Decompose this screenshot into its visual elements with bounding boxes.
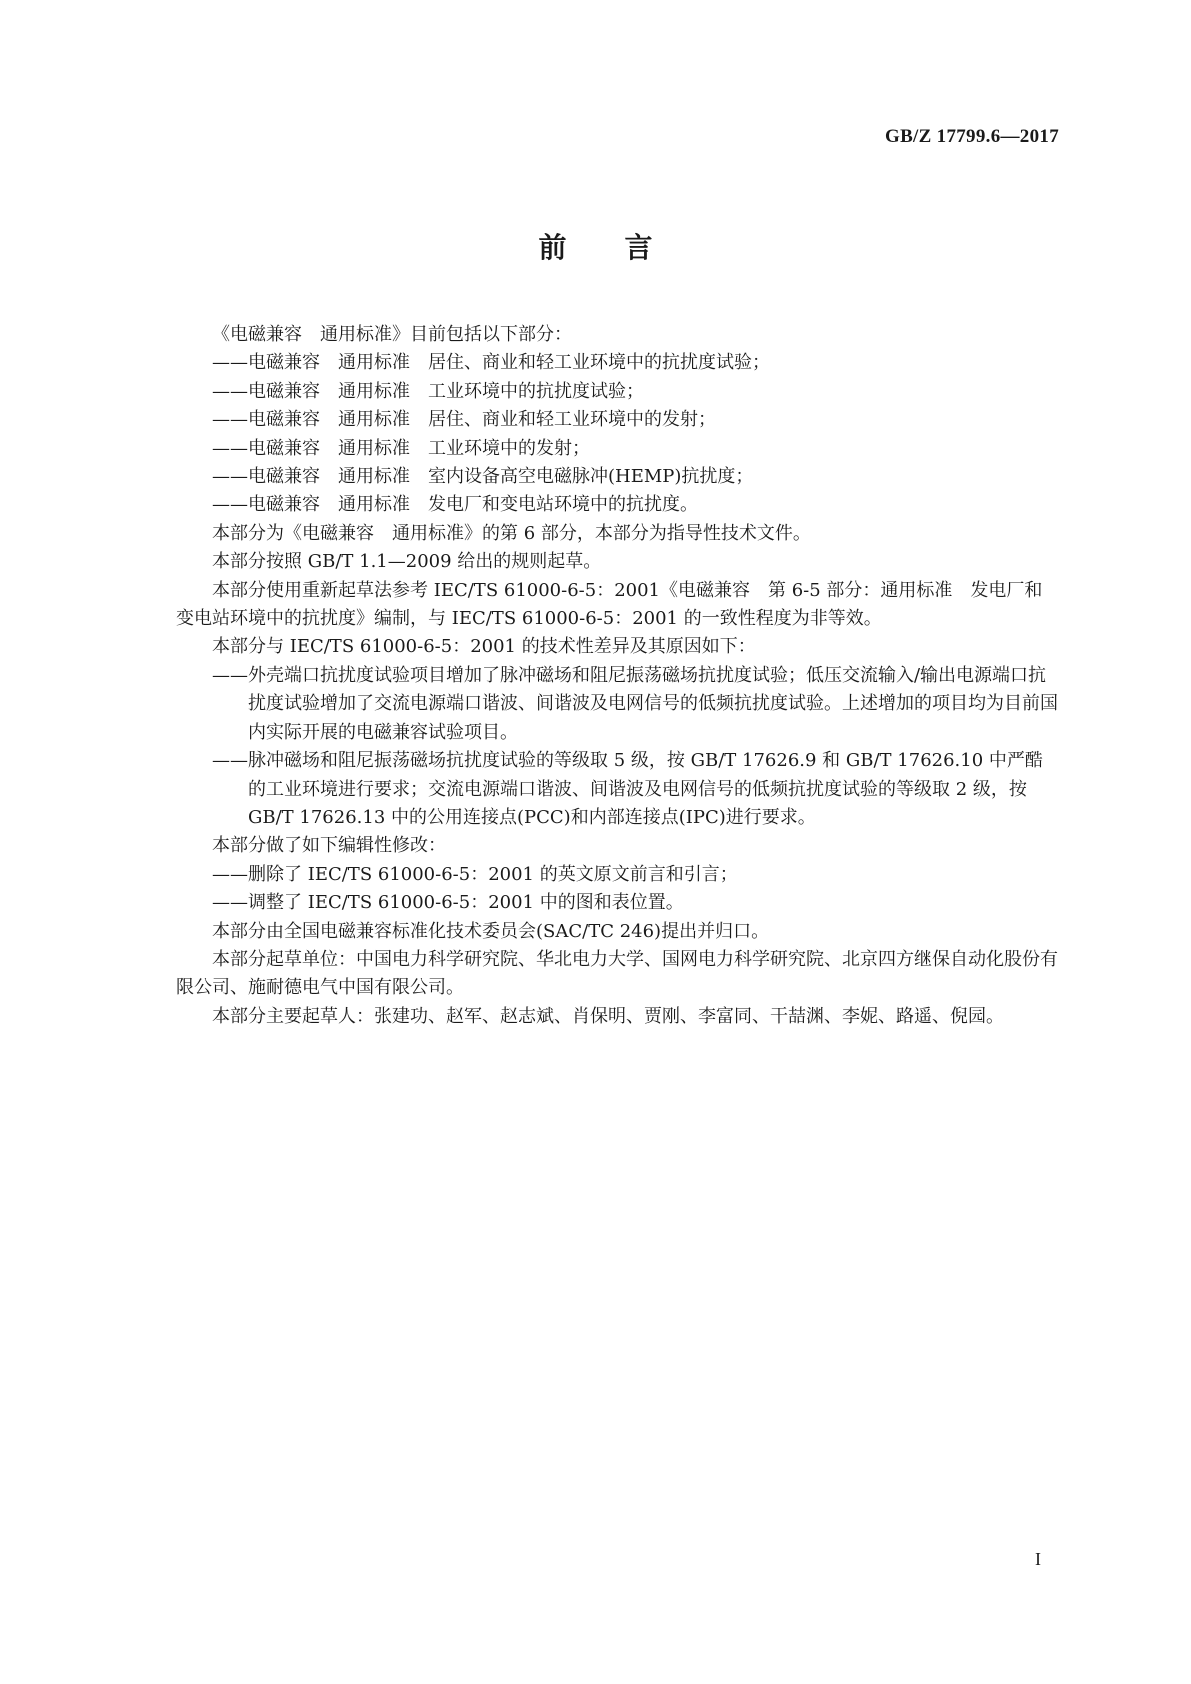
dash-mark: ——: [212, 409, 248, 431]
redraft-paragraph: 本部分使用重新起草法参考 IEC/TS 61000-6-5：2001《电磁兼容 第 6-5 部分：通用标准 发电厂和变电站环境中的抗扰度》编制，与 IEC/TS 61000-6-5：2001 的一致性程度为非等效。: [176, 579, 1043, 630]
drafting-rules-paragraph: 本部分按照 GB/T 1.1—2009 给出的规则起草。: [212, 551, 602, 573]
part-text: 电磁兼容 通用标准 工业环境中的发射；: [248, 437, 590, 459]
drafting-units-paragraph: 本部分起草单位：中国电力科学研究院、华北电力大学、国网电力科学研究院、北京四方继保自动化股份有限公司、施耐德电气中国有限公司。: [176, 948, 1058, 999]
differences-paragraph: 本部分与 IEC/TS 61000-6-5：2001 的技术性差异及其原因如下：: [212, 636, 756, 658]
list-item: [176, 889, 1058, 917]
dash-mark: ——: [212, 437, 248, 459]
dash-mark: ——: [212, 352, 248, 374]
list-item: [176, 861, 1058, 889]
dash-mark: ——: [212, 494, 248, 516]
dash-mark: ——: [212, 863, 248, 885]
dash-mark: ——: [212, 664, 248, 686]
foreword-body: [176, 321, 1058, 1031]
list-item: [176, 406, 1058, 434]
drafters-paragraph: 本部分主要起草人：张建功、赵军、赵志斌、肖保明、贾刚、李富同、干喆渊、李妮、路遥、倪园。: [212, 1005, 1004, 1027]
editorial-paragraph: 本部分做了如下编辑性修改：: [212, 835, 446, 857]
editorial-change-text: 删除了 IEC/TS 61000-6-5：2001 的英文原文前言和引言；: [248, 863, 738, 885]
list-item: [176, 662, 1058, 747]
part-text: 电磁兼容 通用标准 工业环境中的抗扰度试验；: [248, 380, 644, 402]
list-item: [176, 747, 1058, 832]
intro-paragraph: 《电磁兼容 通用标准》目前包括以下部分：: [212, 324, 572, 345]
dash-mark: ——: [212, 892, 248, 914]
part-text: 电磁兼容 通用标准 居住、商业和轻工业环境中的抗扰度试验；: [248, 352, 770, 374]
dash-mark: ——: [212, 380, 248, 402]
part-text: 电磁兼容 通用标准 发电厂和变电站环境中的抗扰度。: [248, 494, 698, 516]
editorial-change-text: 调整了 IEC/TS 61000-6-5：2001 中的图和表位置。: [248, 892, 684, 914]
standard-code: GB/Z 17799.6—2017: [884, 126, 1059, 147]
list-item: [176, 491, 1058, 519]
page-title: 前言: [538, 231, 711, 264]
part-text: 电磁兼容 通用标准 室内设备高空电磁脉冲(HEMP)抗扰度；: [248, 466, 754, 488]
difference-text: 外壳端口抗扰度试验项目增加了脉冲磁场和阻尼振荡磁场抗扰度试验；低压交流输入/输出电源端口抗扰度试验增加了交流电源端口谐波、间谐波及电网信号的低频抗扰度试验。上述增加的项目均为目前国内实际开展的电磁兼容试验项目。: [248, 664, 1058, 743]
list-item: [176, 349, 1058, 377]
list-item: [176, 435, 1058, 463]
part6-paragraph: 本部分为《电磁兼容 通用标准》的第 6 部分，本部分为指导性技术文件。: [212, 522, 811, 544]
dash-mark: ——: [212, 750, 248, 772]
page-number: I: [1035, 1549, 1041, 1569]
list-item: [176, 463, 1058, 491]
dash-mark: ——: [212, 466, 248, 488]
proposed-paragraph: 本部分由全国电磁兼容标准化技术委员会(SAC/TC 246)提出并归口。: [212, 920, 770, 942]
part-text: 电磁兼容 通用标准 居住、商业和轻工业环境中的发射；: [248, 409, 716, 431]
list-item: [176, 378, 1058, 406]
difference-text: 脉冲磁场和阻尼振荡磁场抗扰度试验的等级取 5 级，按 GB/T 17626.9 和 GB/T 17626.10 中严酷的工业环境进行要求；交流电源端口谐波、间谐波及电网信号的低频抗扰度试验的等级取 2 级，按 GB/T 17626.13 中的公用连接点(PCC)和内部连接点(IPC)进行要求。: [248, 750, 1043, 828]
